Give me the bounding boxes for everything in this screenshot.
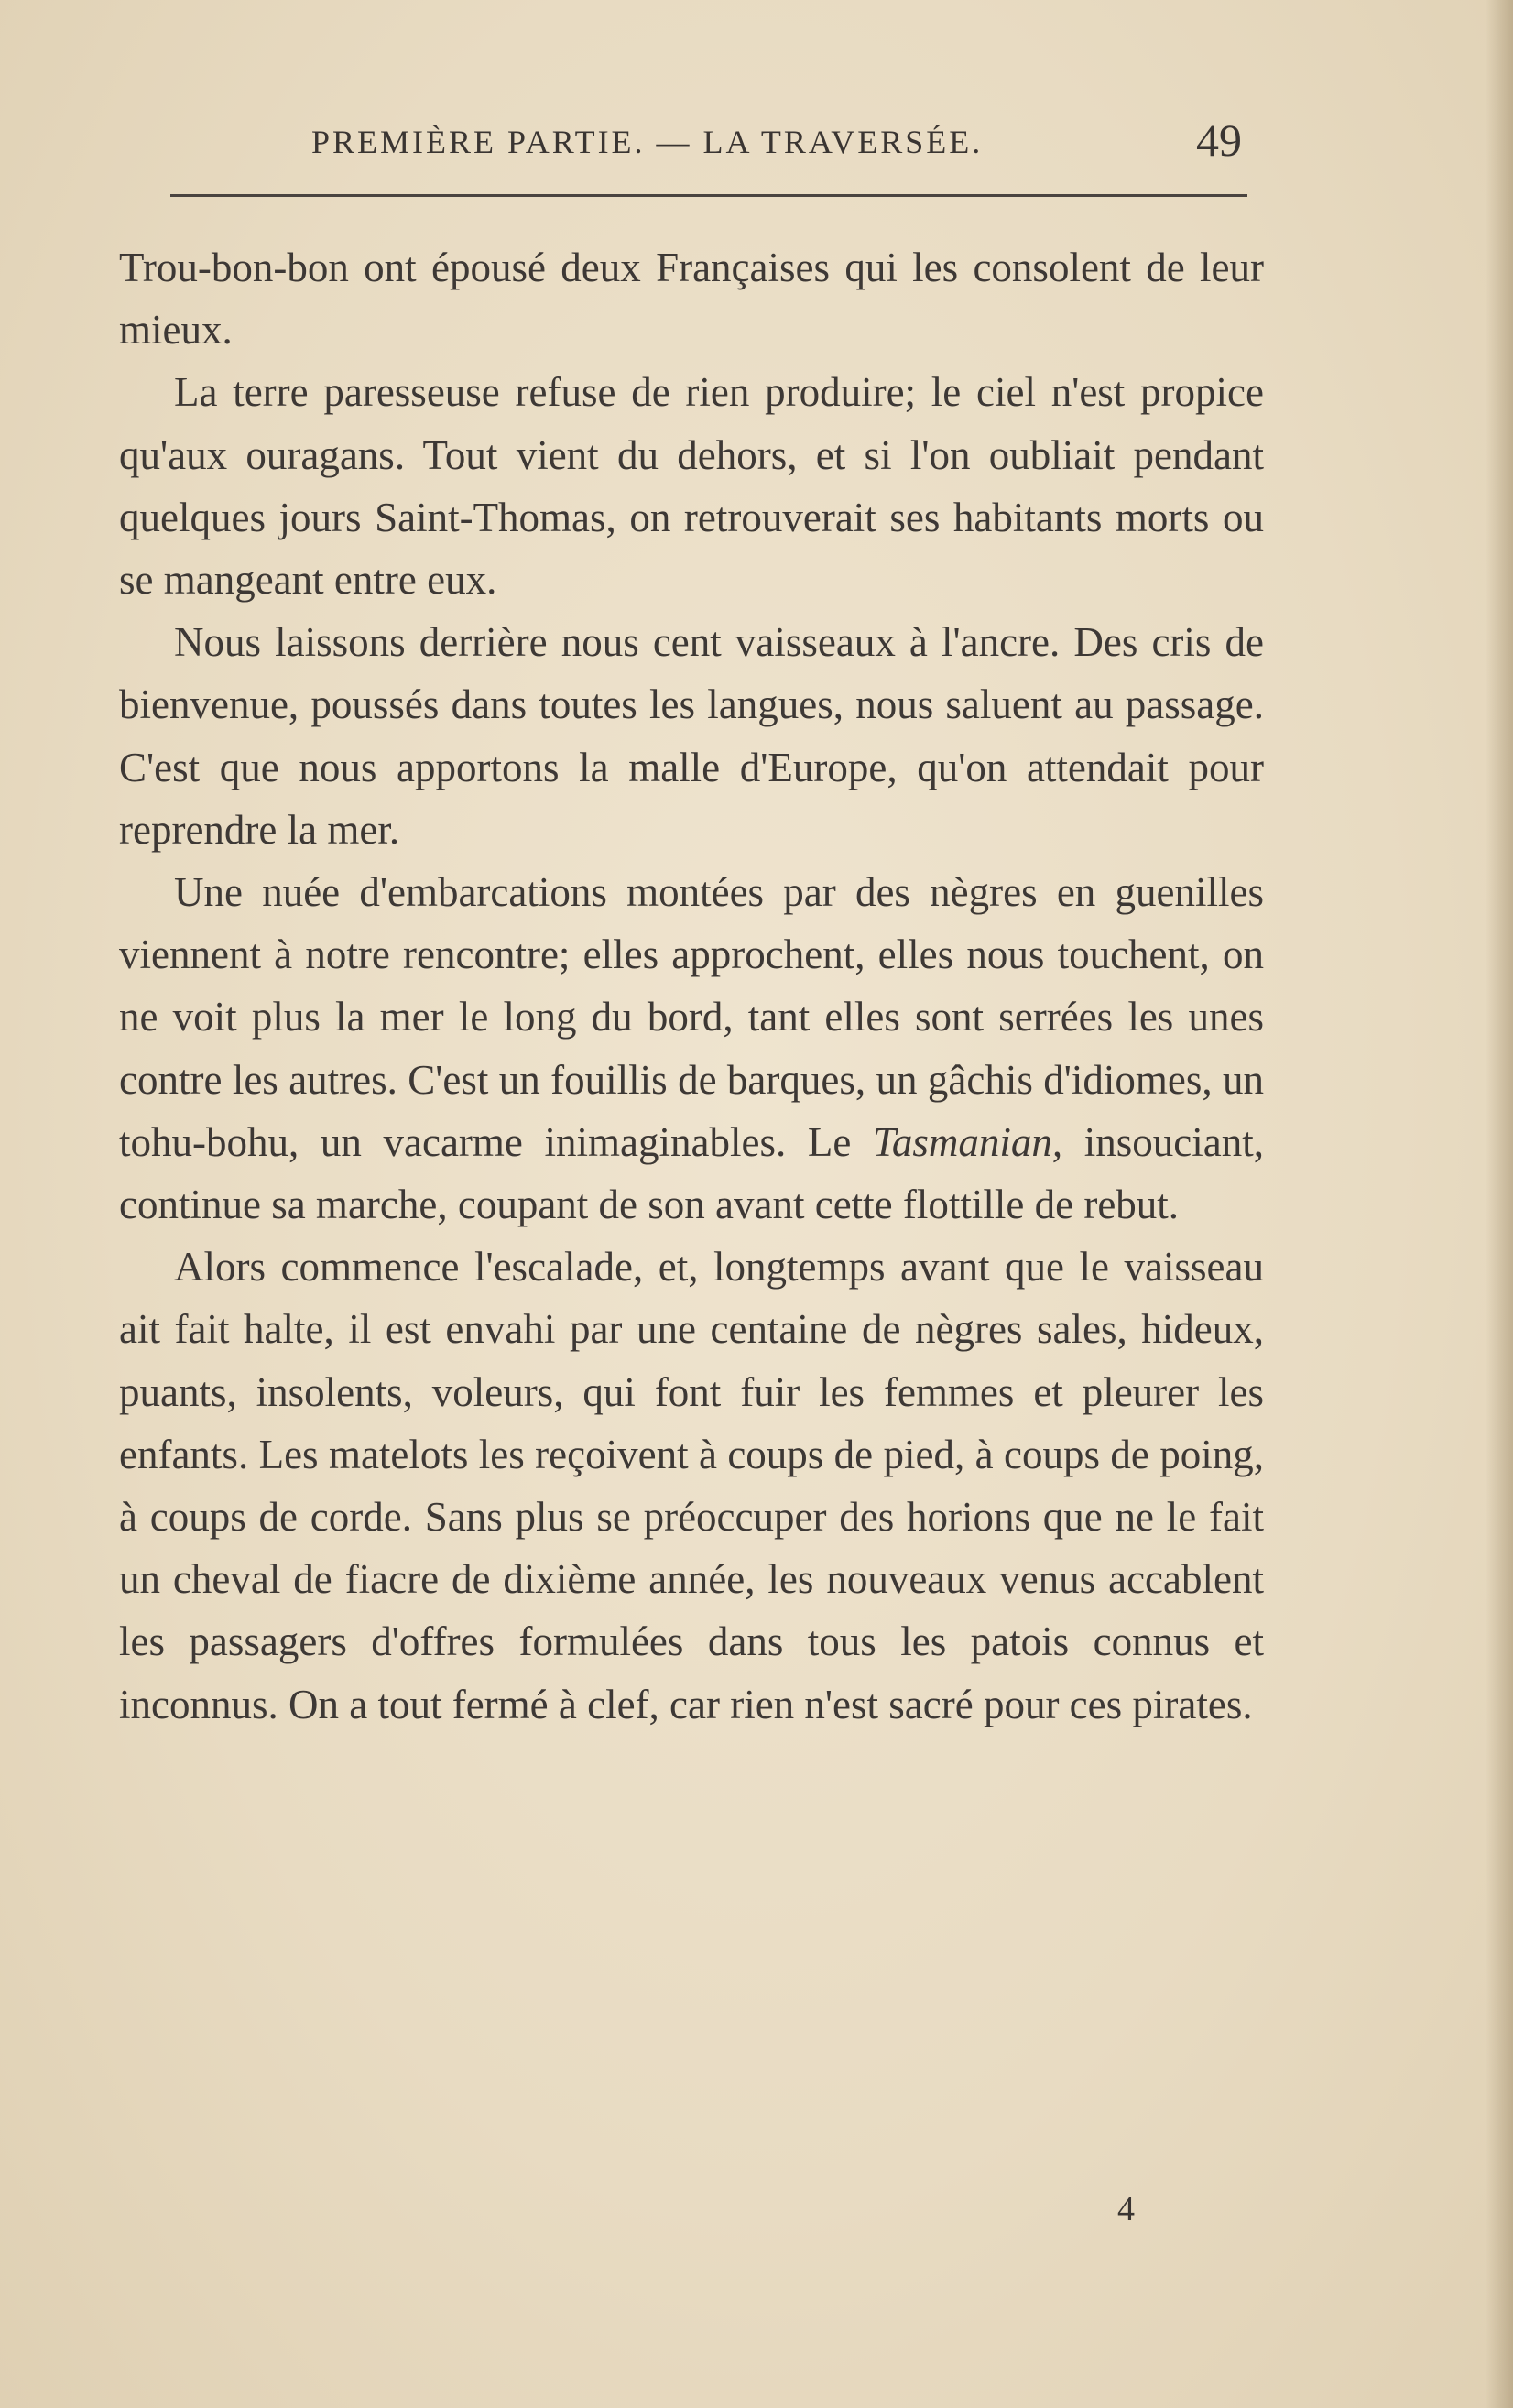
paragraph-4-text: Une nuée d'embarcations montées par des nègres en guenilles viennent à notre rencontre; elles approchent, elles nous touchent, on ne voit plus la mer le long du bord, tant elles sont serrées les unes contre les autres. C'est un fouillis de barques, un gâchis d'idiomes, un tohu-bohu, un vacarme inimaginables. Le xyxy=(119,869,1264,1165)
paragraph-5 xyxy=(119,1236,1264,1736)
paragraph-1 xyxy=(119,236,1264,361)
paragraph-2-text: La terre paresseuse refuse de rien produire; le ciel n'est propice qu'aux ouragans. Tout vient du dehors, et si l'on oubliait pendant quelques jours Saint-Thomas, on retrouverait ses habitants morts ou se mangeant entre eux. xyxy=(119,369,1264,604)
paragraph-4 xyxy=(119,861,1264,1236)
page-number: 49 xyxy=(1196,114,1242,166)
paragraph-2 xyxy=(119,361,1264,611)
signature-mark: 4 xyxy=(1117,2190,1135,2228)
header-rule xyxy=(170,194,1247,197)
page-header xyxy=(0,110,1513,183)
ship-name: Tasmanian, xyxy=(872,1118,1063,1165)
page-edge-shadow xyxy=(1486,0,1513,2408)
running-title: PREMIÈRE PARTIE. — LA TRAVERSÉE. xyxy=(311,124,984,160)
paragraph-4-text-end: insouciant, continue sa marche, coupant de son avant cette flottille de rebut. xyxy=(119,1118,1264,1228)
paragraph-3 xyxy=(119,611,1264,861)
body-text xyxy=(119,236,1264,1736)
paragraph-5-text: Alors commence l'escalade, et, longtemps avant que le vaisseau ait fait halte, il est envahi par une centaine de nègres sales, hideux, puants, insolents, voleurs, qui font fuir les femmes et pleurer les enfants. Les matelots les reçoivent à coups de pied, à coups de poing, à coups de corde. Sans plus se préoccuper des horions que ne le fait un cheval de fiacre de dixième année, les nouveaux venus accablent les passagers d'offres formulées dans tous les patois connus et inconnus. On a tout fermé à clef, car rien n'est sacré pour ces pirates. xyxy=(119,1244,1264,1727)
paragraph-3-text: Nous laissons derrière nous cent vaisseaux à l'ancre. Des cris de bienvenue, poussés dans toutes les langues, nous saluent au passage. C'est que nous apportons la malle d'Europe, qu'on attendait pour reprendre la mer. xyxy=(119,619,1264,853)
paragraph-1-text: Trou-bon-bon ont épousé deux Françaises qui les consolent de leur mieux. xyxy=(119,245,1264,354)
